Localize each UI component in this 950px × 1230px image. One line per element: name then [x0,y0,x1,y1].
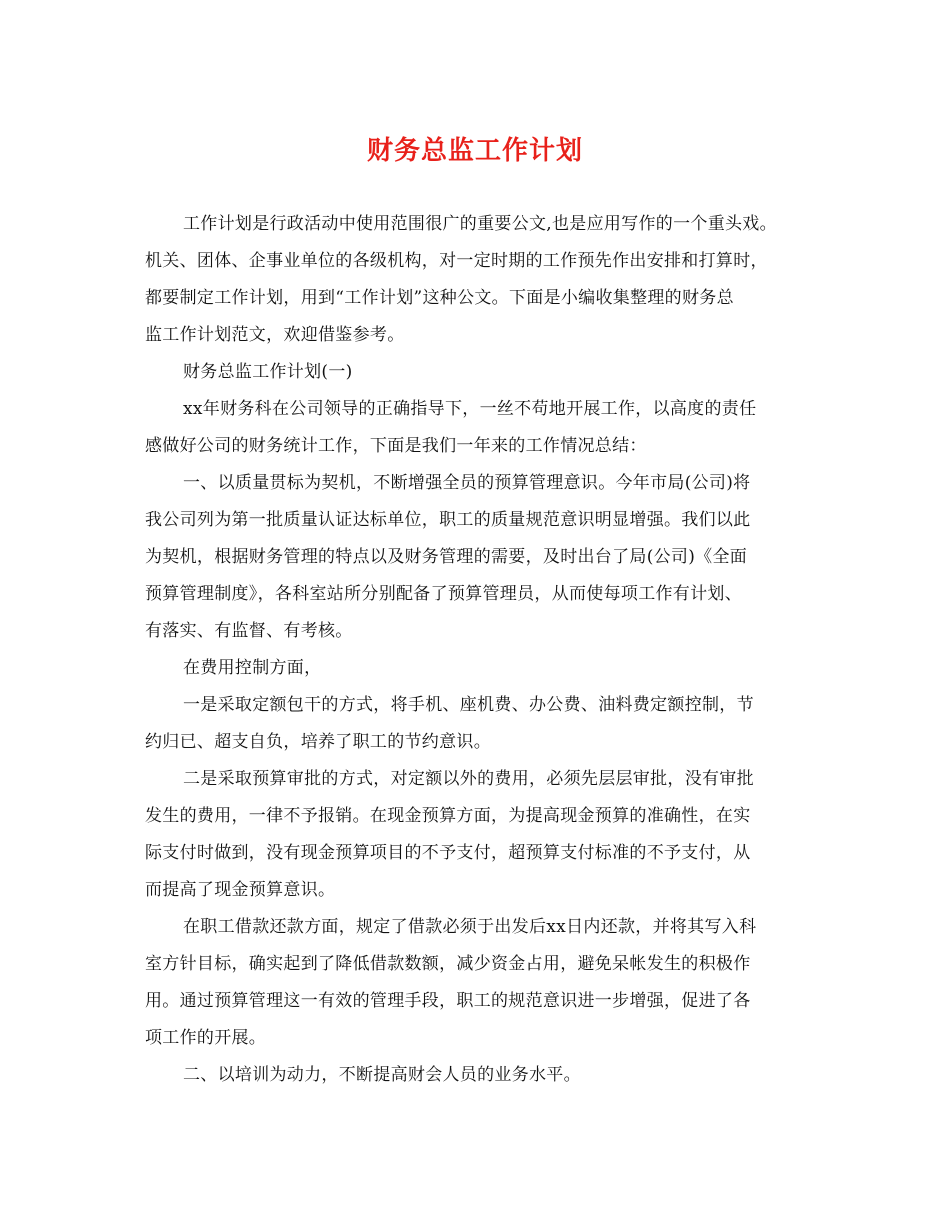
body-line: 预算管理制度》，各科室站所分别配备了预算管理员，从而使每项工作有计划、 [145,584,742,604]
body-line: 一、以质量贯标为契机，不断增强全员的预算管理意识。今年市局(公司)将 [183,473,751,493]
body-line: 约归已、超支自负，培养了职工的节约意识。 [145,732,491,752]
body-line: 我公司列为第一批质量认证达标单位，职工的质量规范意识明显增强。我们以此 [145,510,751,530]
body-line: 二、以培训为动力，不断提高财会人员的业务水平。 [183,1065,581,1085]
body-line: 用。通过预算管理这一有效的管理手段，职工的规范意识进一步增强，促进了各 [145,991,751,1011]
body-line: 二是采取预算审批的方式，对定额以外的费用，必须先层层审批，没有审批 [183,769,754,789]
body-line: xx年财务科在公司领导的正确指导下，一丝不苟地开展工作，以高度的责任 [183,399,757,419]
body-line: 机关、团体、企事业单位的各级机构，对一定时期的工作预先作出安排和打算时， [145,251,768,271]
body-line: 在职工借款还款方面，规定了借款必须于出发后xx日内还款，并将其写入科 [183,917,757,937]
body-line: 为契机，根据财务管理的特点以及财务管理的需要，及时出台了局(公司)《全面 [145,547,748,567]
body-line: 有落实、有监督、有考核。 [145,621,353,641]
section-heading: 财务总监工作计划(一) [183,362,353,382]
body-line: 感做好公司的财务统计工作，下面是我们一年来的工作情况总结： [145,436,647,456]
document-title: 财务总监工作计划 [366,136,583,166]
body-line: 工作计划是行政活动中使用范围很广的重要公文,也是应用写作的一个重头戏。 [183,214,777,234]
document-body [145,206,805,1094]
body-line: 在费用控制方面， [183,658,322,678]
body-line: 监工作计划范文，欢迎借鉴参考。 [145,325,405,345]
body-line: 际支付时做到，没有现金预算项目的不予支付，超预算支付标准的不予支付，从 [145,843,751,863]
body-line: 一是采取定额包干的方式，将手机、座机费、办公费、油料费定额控制，节 [183,695,754,715]
body-line: 发生的费用，一律不予报销。在现金预算方面，为提高现金预算的准确性，在实 [145,806,751,826]
body-line: 而提高了现金预算意识。 [145,880,336,900]
body-line: 都要制定工作计划，用到“工作计划”这种公文。下面是小编收集整理的财务总 [145,288,734,308]
body-line: 项工作的开展。 [145,1028,267,1048]
body-line: 室方针目标，确实起到了降低借款数额，减少资金占用，避免呆帐发生的积极作 [145,954,751,974]
